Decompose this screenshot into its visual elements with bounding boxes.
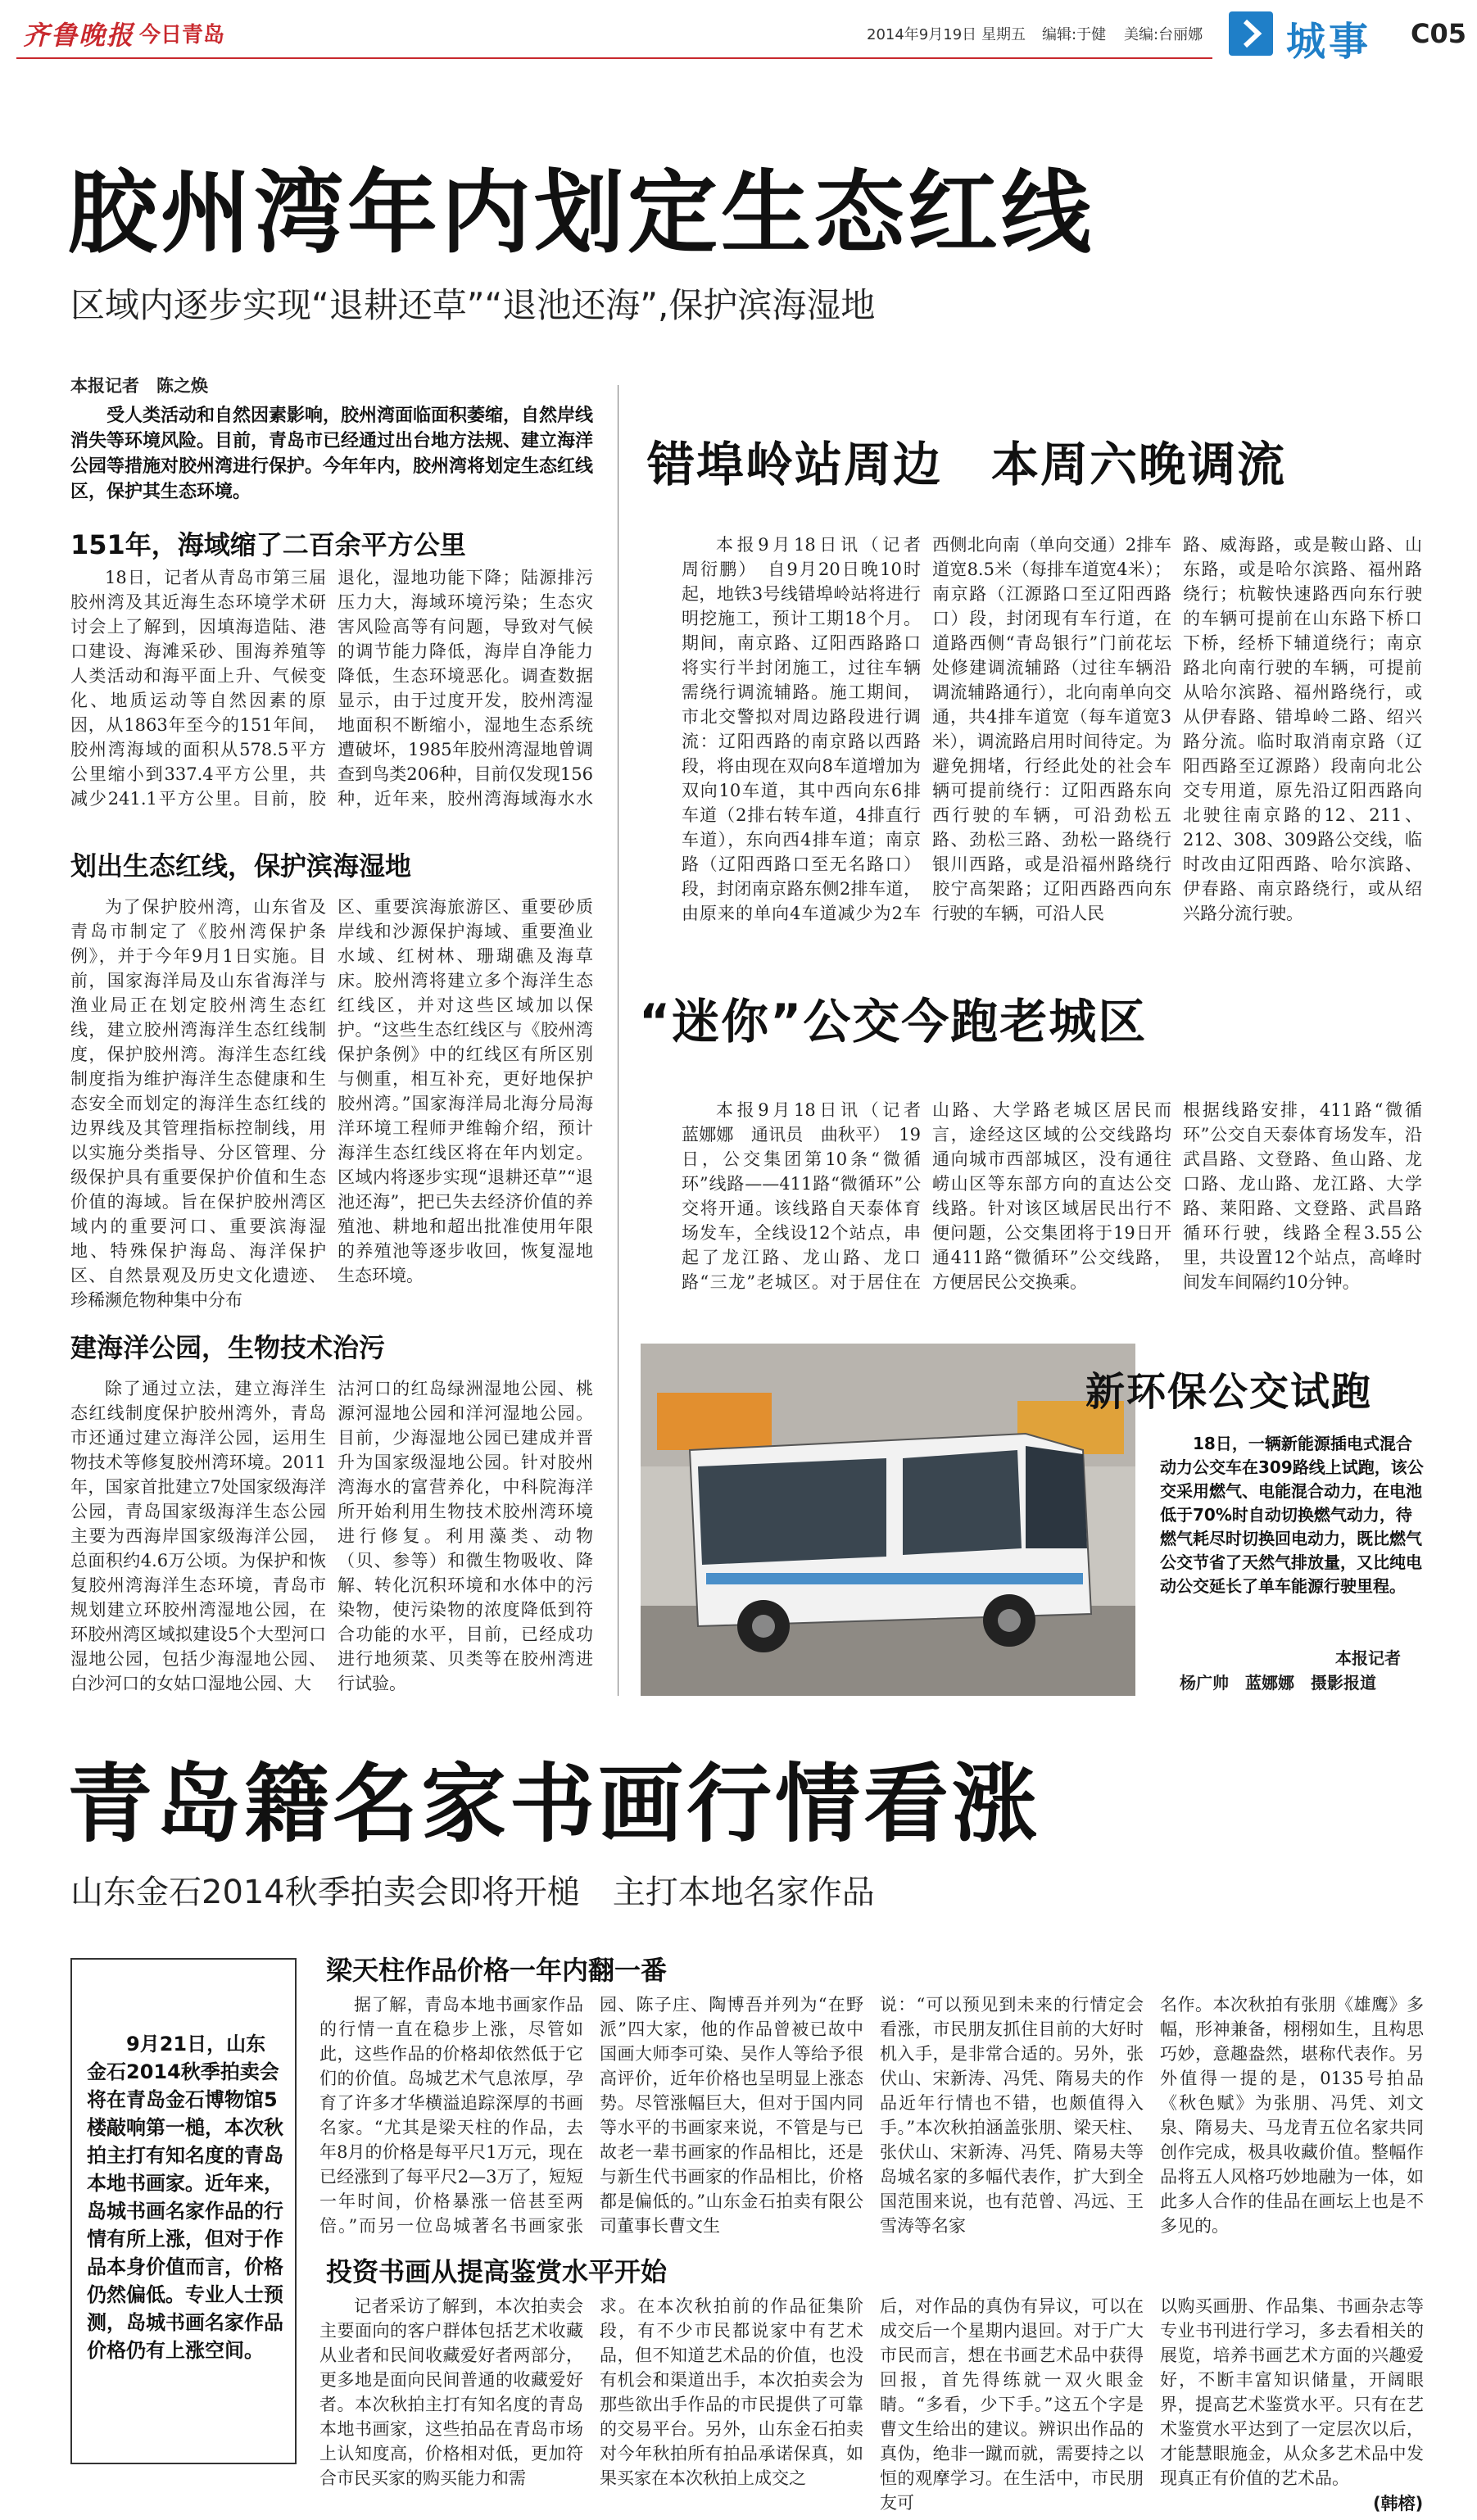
story5-s2-col-d: 以购买画册、作品集、书画杂志等专业书刊进行学习，多去看相关的展览，培养书画艺术方面的兴趣爱好，不断丰富知识储量，开阔眼界，提高艺术鉴赏水平。只有在艺术鉴赏水平达到了一定层次以后，才能慧眼施金，从众多艺术品中发现真正有价值的艺术品。 (1160, 2296, 1424, 2488)
story1-subheadline: 区域内逐步实现“退耕还草”“退池还海”,保护滨海湿地 (70, 285, 876, 325)
story5-s1-col-c: 说：“可以预见到未来的行情定会看涨，市民朋友抓住目前的大好时机入手，是非常合适的。另外，张伏山、宋新涛、冯凭、隋易夫的作品近年行情也不错，也颇值得入手。”本次秋拍涵盖张朋、梁天柱、张伏山、宋新涛、冯凭、隋易夫等岛城名家的多幅代表作，扩大到全国范围来说，也有范曾、冯远、王雪涛等名家 (880, 1995, 1144, 2236)
story2-col-c: 路、威海路，或是鞍山路、山东路，或是哈尔滨路、福州路绕行；杭鞍快速路西向东行驶的车辆可提前在山东路下桥口下桥，经桥下辅道绕行；南京路北向南行驶的车辆，可提前从哈尔滨路、福州路绕行，或从伊春路、错埠岭二路、绍兴路分流。临时取消南京路（辽阳西路至辽源路）段南向北公交专用道，原先沿辽阳西路向北驶往南京路的12、211、212、308、309路公交线，临时改由辽阳西路、哈尔滨路、伊春路、南京路绕行，或从绍兴路分流行驶。 (1183, 535, 1422, 923)
story1-section1-col-a: 18日，记者从青岛市第三届胶州湾及其近海生态环境学术研讨会上了解到，因填海造陆、港口建设、海滩采砂、围海养殖等人类活动和海平面上升、气候变化、地质运动等自然因素的原因，从1863年至今的151年间，胶州湾海域的面积从578.5平方公里缩小到337.4平方公里，共减少241.1平方公里。目前，胶 (70, 568, 326, 809)
story1-headline: 胶州湾年内划定生态红线 (67, 161, 1094, 265)
story3-col-c: 根据线路安排，411路“微循环”公交自天泰体育场发车，沿武昌路、文登路、鱼山路、龙口路、龙山路、龙江路、大学路、莱阳路、文登路、武昌路循环行驶，线路全程3.55公里，共设置12个站点，高峰时间发车间隔约10分钟。 (1183, 1100, 1422, 1292)
story5-s1-col-d: 名作。本次秋拍有张朋《雄鹰》多幅，形神兼备，栩栩如生，且构思巧妙，意趣盎然，堪称代表作。另外值得一提的是，0135号拍品《秋色赋》为张朋、冯凭、刘文泉、隋易夫、马龙青五位名家共同创作完成，极具收藏价值。整幅作品将五人风格巧妙地融为一体，如此多人合作的佳品在画坛上也是不多见的。 (1160, 1995, 1424, 2236)
story5-subheadline: 山东金石2014秋季拍卖会即将开槌 主打本地名家作品 (70, 1874, 875, 1911)
story1-byline: 本报记者 陈之焕 (70, 376, 208, 396)
story5-end-credit: (韩榕) (1373, 2494, 1424, 2513)
editor-credit: 编辑:于健 (1042, 26, 1107, 43)
designer-credit: 美编:台丽娜 (1124, 26, 1203, 43)
story1-section2-col-a: 为了保护胶州湾，山东省及青岛市制定了《胶州湾保护条例》，并于今年9月1日实施。目前，国家海洋局及山东省海洋与渔业局正在划定胶州湾生态红线，建立胶州湾海洋生态红线制度，保护胶州湾。海洋生态红线制度指为维护海洋生态健康和生态安全而划定的海洋生态红线的边界线及其管理指标控制线，用以实施分类指导、分区管理、分级保护具有重要保护价值和生态价值的海域。旨在保护胶州湾区域内的重要河口、重要滨海湿地、特殊保护海岛、海洋保护区、自然景观及历史文化遗迹、珍稀濒危物种集中分布 (70, 897, 326, 1310)
story1-section3-col-a: 除了通过立法，建立海洋生态红线制度保护胶州湾外，青岛市还通过建立海洋公园，运用生物技术等修复胶州湾环境。2011年，国家首批建立7处国家级海洋公园，青岛国家级海洋生态公园主要为西海岸国家级海洋公园，总面积约4.6万公顷。为保护和恢复胶州湾海洋生态环境，青岛市规划建立环胶州湾湿地公园，在环胶州湾区域拟建设5个大型河口湿地公园，包括少海湿地公园、白沙河口的女姑口湿地公园、大 (70, 1379, 326, 1693)
story5-s2-col-c: 后，对作品的真伪有异议，可以在成交后一个星期内退回。对于广大市民而言，想在书画艺术品中获得回报，首先得练就一双火眼金睛。“多看，少下手。”这五个字是曹文生给出的建议。辨识出作品的真伪，绝非一蹴而就，需要持之以恒的观摩学习。在生活中，市民朋友可 (880, 2296, 1144, 2513)
story5-headline: 青岛籍名家书画行情看涨 (67, 1754, 1041, 1854)
story3-col-a: 本报9月18日讯（记者 蓝娜娜 通讯员 曲秋平） 19日，公交集团第10条“微循环”线路——411路“微循环”公交将开通。该线路自天泰体育场发车，全线设12个站点，串起了龙江路、龙山路、龙口路“三龙”老城区。对于居住在 (682, 1100, 921, 1292)
masthead (0, 0, 1477, 67)
page-code: C05 (1411, 18, 1467, 49)
story3-col-b: 山路、大学路老城区居民而言，途经这区域的公交线路均通向城市西部城区，没有通往崂山区等东部方向的直达公交线路。针对该区域居民出行不便问题，公交集团将于19日开通411路“微循环”公交线路，方便居民公交换乘。 (932, 1100, 1171, 1292)
story3-headline: “迷你”公交今跑老城区 (639, 994, 1148, 1049)
paper-logo: 齐鲁晚报 (23, 20, 135, 51)
bus-photo (641, 1344, 1135, 1696)
story5-s1-col-a: 据了解，青岛本地书画家作品的行情一直在稳步上涨，尽管如此，这些作品的价格却依然低于它们的价值。岛城艺术气息浓厚，孕育了许多才华横溢追踪深厚的书画名家。“尤其是梁天柱的作品，去年8月的价格是每平尺1万元，现在已经涨到了每平尺2—3万了，短短一年时间，价格暴涨一倍甚至两倍。”而另一位岛城著名书画家张 (319, 1995, 583, 2236)
story4-text: 18日，一辆新能源插电式混合动力公交车在309路线上试跑，该公交采用燃气、电能混合动力，在电池低于70%时自动切换燃气动力，待燃气耗尽时切换回电动力，既比燃气公交节省了天然气排放量，又比纯电动公交延长了单车能源行驶里程。 (1160, 1434, 1424, 1596)
story1-lead-text: 受人类活动和自然因素影响，胶州湾面临面积萎缩，自然岸线消失等环境风险。目前，青岛市已经通过出台地方法规、建立海洋公园等措施对胶州湾进行保护。今年年内，胶州湾将划定生态红线区，保护其生态环境。 (70, 406, 594, 502)
story1-section3-heading: 建海洋公园，生物技术治污 (70, 1332, 386, 1363)
story5-heading-1: 梁天柱作品价格一年内翻一番 (326, 1955, 668, 1986)
story5-s2-col-b: 求。在本次秋拍前的作品征集阶段，有不少市民都说家中有艺术品，但不知道艺术品的价值，也没有机会和渠道出手，本次拍卖会为那些欲出手作品的市民提供了可靠的交易平台。另外，山东金石拍卖对今年秋拍所有拍品承诺保真，如果买家在本次秋拍上成交之 (600, 2296, 863, 2488)
story5-heading-2: 投资书画从提高鉴赏水平开始 (326, 2256, 668, 2287)
section-title: 城事 (1286, 19, 1372, 65)
story5-s2-col-a: 记者采访了解到，本次拍卖会主要面向的客户群体包括艺术收藏从业者和民间收藏爱好者两部分，更多地是面向民间普通的收藏爱好者。本次秋拍主打有知名度的青岛本地书画家，这些拍品在青岛市场上认知度高，价格相对低，更加符合市民买家的购买能力和需 (319, 2296, 583, 2488)
issue-weekday: 星期五 (981, 26, 1026, 43)
story2-headline: 错埠岭站周边 本周六晚调流 (647, 437, 1287, 492)
story4-headline: 新环保公交试跑 (1085, 1369, 1373, 1415)
story1-section1-heading: 151年，海域缩了二百余平方公里 (70, 529, 466, 560)
story2-col-b: 西侧北向南（单向交通）2排车道宽8.5米（每排车道宽4米）；南京路（江源路口至辽阳西路口）段，封闭现有车行道，在道路西侧“青岛银行”门前花坛处修建调流辅路（过往车辆沿调流辅路通行），北向南单向交通，共4排车道宽（每车道宽3米），调流路启用时间待定。为避免拥堵，行经此处的社会车辆可提前绕行：辽阳西路东向西行驶的车辆，可沿劲松五路、劲松三路、劲松一路绕行银川西路，或是沿福州路绕行胶宁高架路；辽阳西路西向东行驶的车辆，可沿人民 (932, 535, 1171, 923)
story1-section1-col-b: 退化，湿地功能下降；陆源排污压力大，海域环境污染；生态灾害风险高等有问题，导致对气候的调节能力降低，海岸自净能力降低，生态环境恶化。调查数据显示，由于过度开发，胶州湾湿地面积不断缩小，湿地生态系统遭破坏，1985年胶州湾湿地曾调查到鸟类206种，目前仅发现156种，近年来，胶州湾海域海水水 (338, 568, 593, 809)
story1-section2-col-b: 区、重要滨海旅游区、重要砂质岸线和沙源保护海域、重要渔业水域、红树林、珊瑚礁及海草床。胶州湾将建立多个海洋生态红线区，并对这些区域加以保护。“这些生态红线区与《胶州湾保护条例》中的红线区有所区别与侧重，相互补充，更好地保护胶州湾。”国家海洋局北海分局海洋环境工程师尹维翰介绍，预计海洋生态红线区将在年内划定。区域内将逐步实现“退耕还草”“退池还海”，把已失去经济价值的养殖池、耕地和超出批准使用年限的养殖池等逐步收回，恢复湿地生态环境。 (338, 897, 593, 1285)
issue-date: 2014年9月19日 (867, 26, 977, 43)
story1-lead (70, 403, 603, 503)
story4-credit-2: 杨广帅 蓝娜娜 摄影报道 (1180, 1673, 1376, 1693)
story1-section2-heading: 划出生态红线，保护滨海湿地 (70, 850, 412, 882)
story4-credit-1: 本报记者 (1335, 1648, 1401, 1668)
section-tag: 今日青岛 (139, 23, 225, 48)
masthead-rule (16, 57, 1212, 59)
story5-sidebar: 9月21日，山东金石2014秋季拍卖会将在青岛金石博物馆5楼敲响第一槌，本次秋拍主打有知名度的青岛本地书画家。近年来，岛城书画名家作品的行情有所上涨，但对于作品本身价值而言，价格仍然偏低。专业人士预测，岛城书画名家作品价格仍有上涨空间。 (70, 1958, 297, 2464)
section-arrow-icon (1229, 11, 1273, 56)
story1-section3-col-b: 沽河口的红岛绿洲湿地公园、桃源河湿地公园和洋河湿地公园。目前，少海湿地公园已建成并晋升为国家级湿地公园。针对胶州湾海水的富营养化，中科院海洋所开始利用生物技术胶州湾环境进行修复。利用藻类、动物（贝、参等）和微生物吸收、降解、转化沉积环境和水体中的污染物，使污染物的浓度降低到符合功能的水平，目前，已经成功进行地须菜、贝类等在胶州湾进行试验。 (338, 1379, 593, 1693)
story2-col-a: 本报9月18日讯（记者 周衍鹏） 自9月20日晚10时起，地铁3号线错埠岭站将进行明挖施工，预计工期18个月。期间，南京路、辽阳西路路口将实行半封闭施工，过往车辆需绕行调流辅路。施工期间，市北交警拟对周边路段进行调流：辽阳西路的南京路以西路段，将由现在双向8车道增加为双向10车道，其中西向东6排车道（2排右转车道，4排直行车道），东向西4排车道；南京路（辽阳西路口至无名路口）段，封闭南京路东侧2排车道，由原来的单向4车道减少为2车 (682, 535, 921, 923)
story5-s1-col-b: 园、陈子庄、陶博吾并列为“在野派”四大家，他的作品曾被已故中国画大师李可染、吴作人等给予很高评价，近年价格也呈明显上涨态势。尽管涨幅巨大，但对于国内同等水平的书画家来说，不管是与已故老一辈书画家的作品相比，还是与新生代书画家的作品相比，价格都是偏低的。”山东金石拍卖有限公司董事长曹文生 (600, 1995, 863, 2236)
